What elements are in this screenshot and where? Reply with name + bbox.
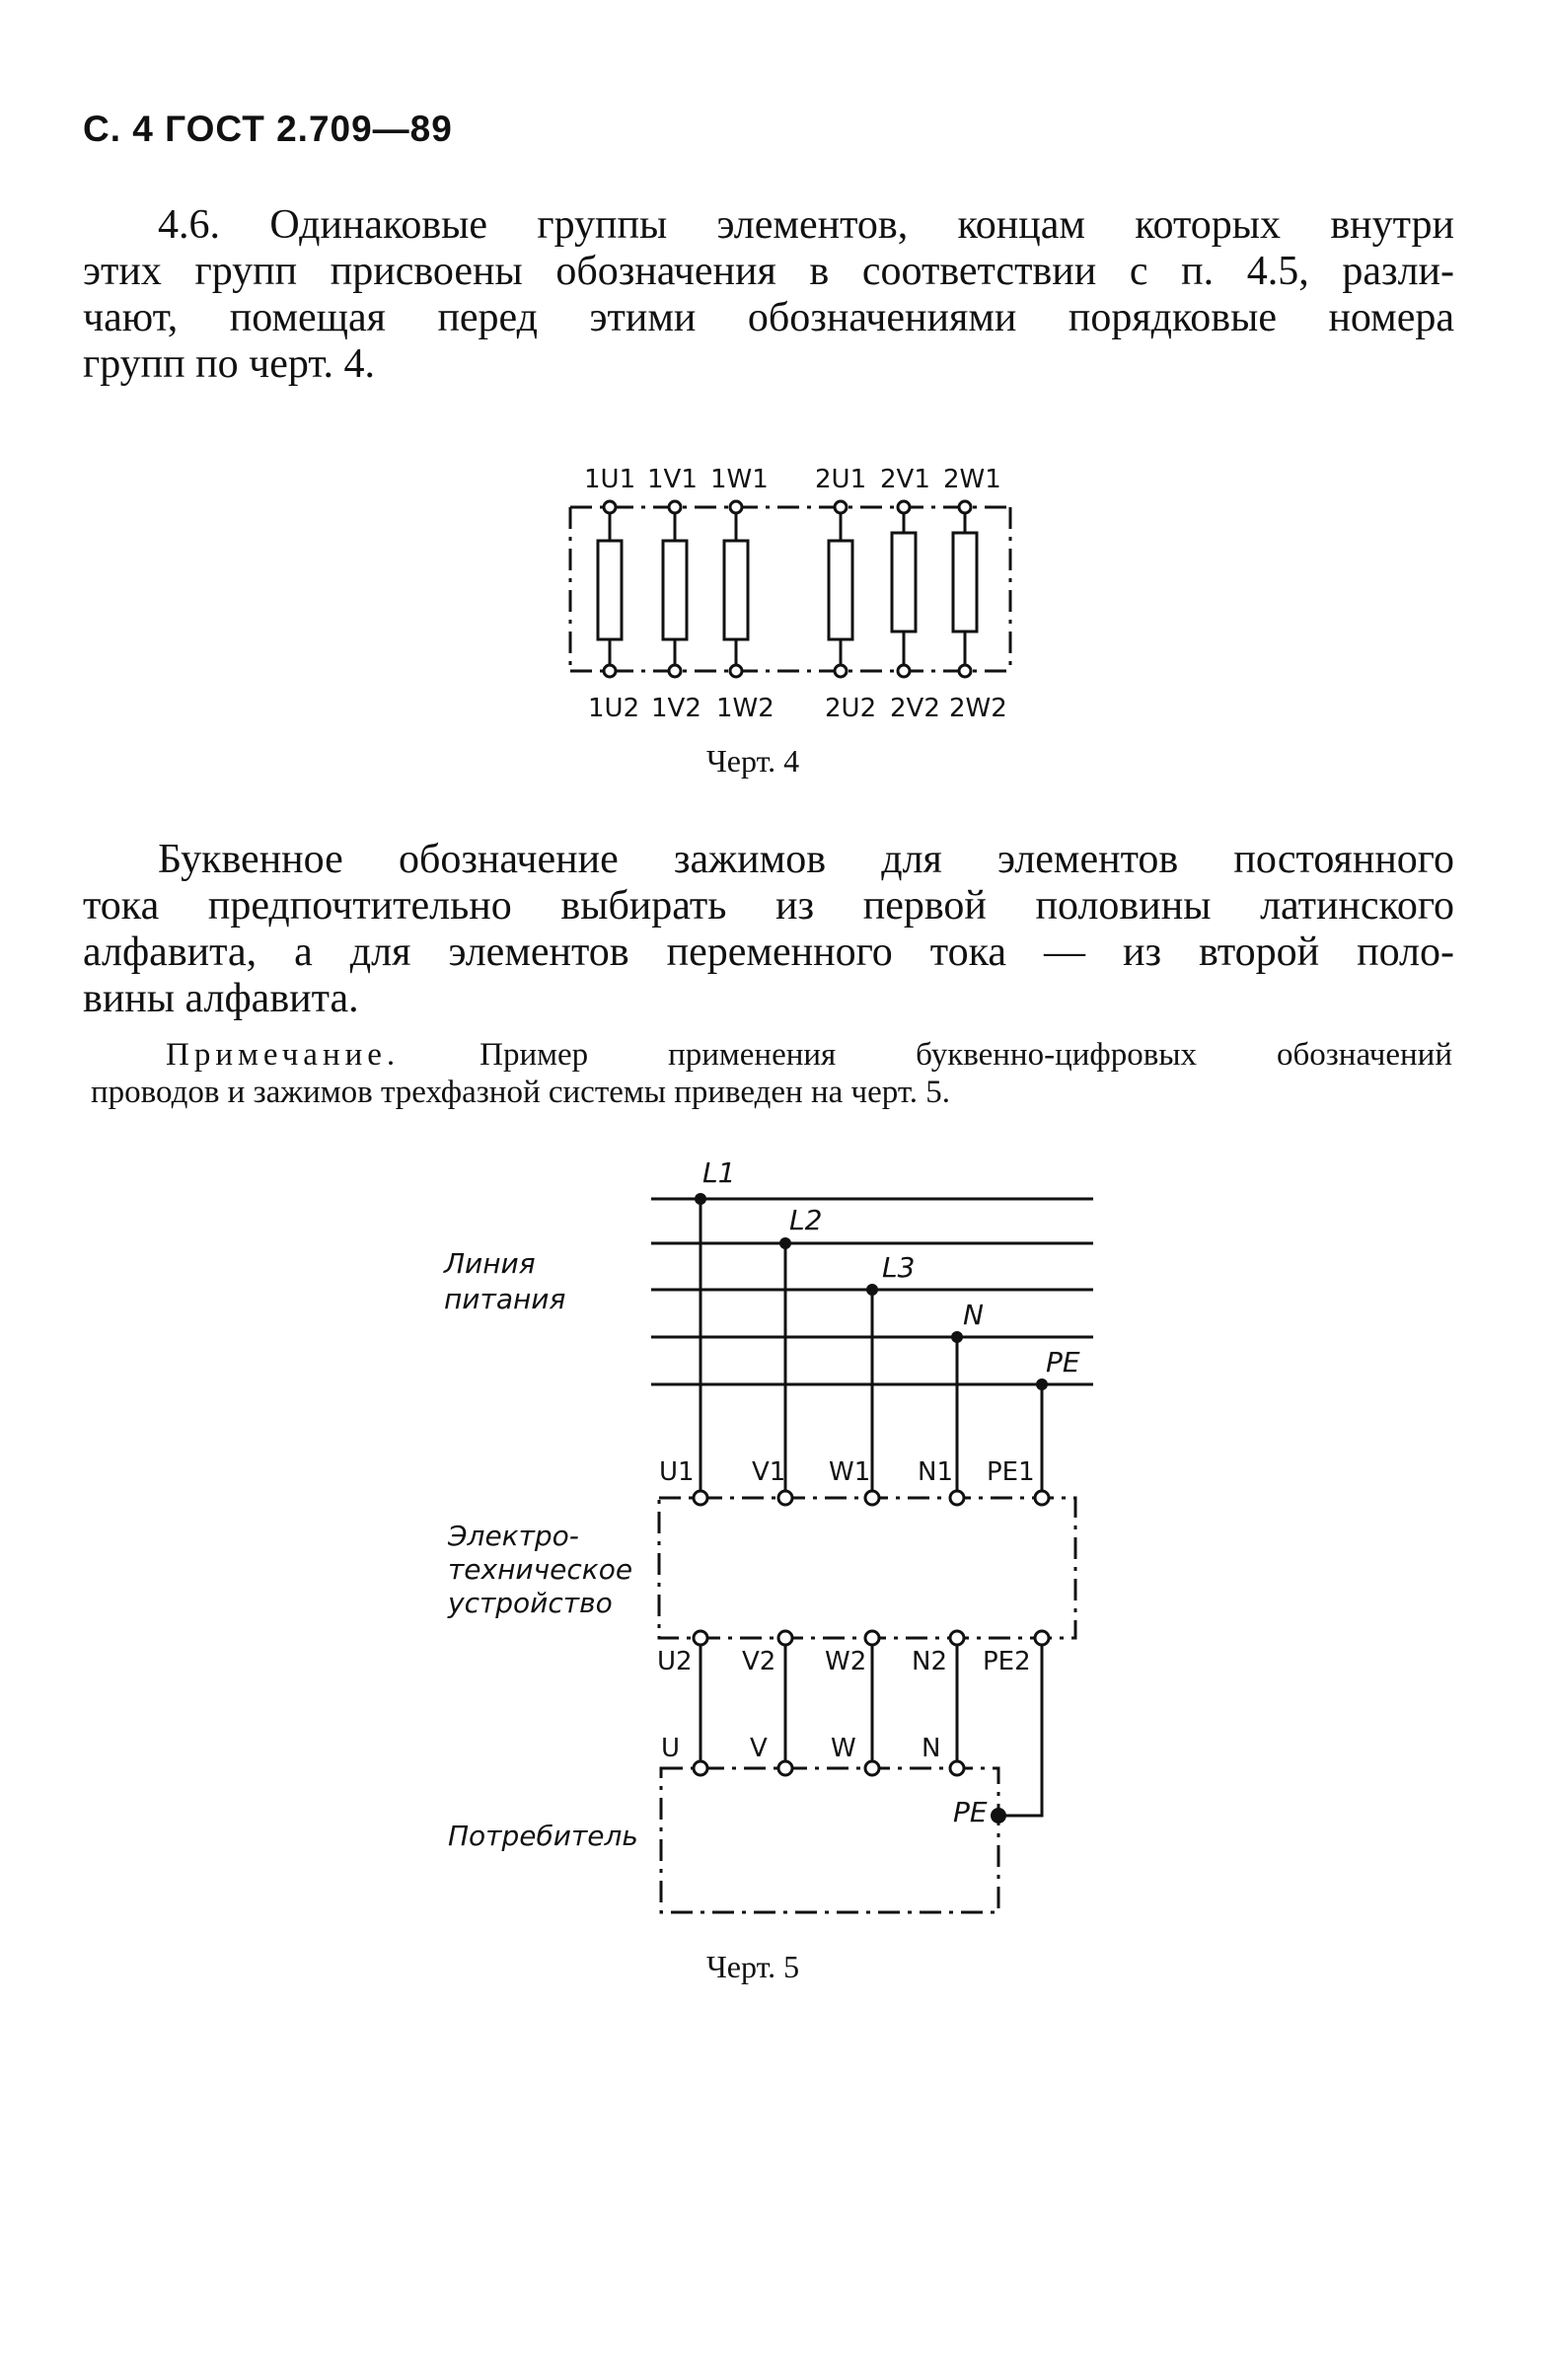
fig4-top-label: 1V1 bbox=[647, 465, 698, 494]
device-terminal-label: V2 bbox=[742, 1647, 776, 1676]
device-terminal-label: PE1 bbox=[987, 1457, 1035, 1487]
consumer-box bbox=[661, 1768, 998, 1912]
text-line: чают, помещая перед этими обозначениями порядковые номера bbox=[83, 295, 1454, 340]
text-line: алфавита, а для элементов переменного тока — из второй поло- bbox=[83, 930, 1454, 975]
fig4-bottom-label: 1W2 bbox=[716, 694, 774, 723]
consumer-terminal-label: W bbox=[831, 1734, 856, 1763]
consumer-terminal-label: V bbox=[750, 1734, 768, 1763]
device-box bbox=[659, 1498, 1075, 1638]
consumer-label: Потребитель bbox=[448, 1820, 638, 1852]
device-terminal-label: U1 bbox=[659, 1457, 695, 1487]
device-terminal-label: N1 bbox=[918, 1457, 953, 1487]
fig4-top-label: 1W1 bbox=[710, 465, 769, 494]
fig4-element-5 bbox=[892, 501, 916, 677]
fig4-caption: Черт. 4 bbox=[706, 743, 800, 779]
figure-4 bbox=[570, 501, 1010, 677]
text-line: этих групп присвоены обозначения в соответствии с п. 4.5, разли- bbox=[83, 249, 1454, 294]
device-terminal-label: N2 bbox=[912, 1647, 947, 1676]
text-line: тока предпочтительно выбирать из первой половины латинского bbox=[83, 883, 1454, 929]
fig4-top-label: 2V1 bbox=[880, 465, 930, 494]
fig4-element-1 bbox=[598, 501, 622, 677]
line-label: L3 bbox=[882, 1251, 916, 1284]
text-line: групп по черт. 4. bbox=[83, 341, 376, 387]
fig4-element-2 bbox=[663, 501, 687, 677]
fig4-bottom-label: 2W2 bbox=[949, 694, 1007, 723]
fig4-top-label: 2W1 bbox=[943, 465, 1001, 494]
text-line: вины алфавита. bbox=[83, 976, 359, 1021]
fig4-top-label: 1U1 bbox=[584, 465, 636, 494]
supply-label: питания bbox=[444, 1283, 566, 1315]
line-label: L1 bbox=[702, 1156, 736, 1189]
text-line: Буквенное обозначение зажимов для элементов постоянного bbox=[158, 837, 1454, 882]
device-terminal-label: W2 bbox=[825, 1647, 867, 1676]
fig4-element-4 bbox=[829, 501, 852, 677]
note-heading: Примечание. bbox=[166, 1037, 401, 1073]
fig4-labels bbox=[584, 465, 1007, 779]
fig4-element-6 bbox=[953, 501, 977, 677]
fig4-bottom-label: 1V2 bbox=[651, 694, 701, 723]
page-header: С. 4 ГОСТ 2.709—89 bbox=[83, 109, 453, 149]
device-label: устройство bbox=[448, 1587, 613, 1619]
line-label: N bbox=[963, 1299, 984, 1331]
fig4-top-label: 2U1 bbox=[815, 465, 867, 494]
note-line: проводов и зажимов трехфазной системы приведен на черт. 5. bbox=[91, 1075, 951, 1110]
text-line: 4.6. Одинаковые группы элементов, концам которых внутри bbox=[158, 202, 1454, 248]
fig4-bottom-label: 2U2 bbox=[825, 694, 877, 723]
consumer-terminal-label: U bbox=[661, 1734, 681, 1763]
device-label: Электро- bbox=[448, 1520, 579, 1552]
device-label: техническое bbox=[448, 1553, 633, 1586]
device-terminal-label: W1 bbox=[829, 1457, 871, 1487]
line-label: L2 bbox=[789, 1204, 823, 1236]
line-label: PE bbox=[1046, 1346, 1080, 1378]
device-terminal-label: PE2 bbox=[983, 1647, 1031, 1676]
figure-5 bbox=[651, 1193, 1093, 1912]
fig4-element-3 bbox=[724, 501, 748, 677]
supply-label: Линия bbox=[444, 1247, 536, 1280]
fig5-caption: Черт. 5 bbox=[706, 1949, 800, 1984]
consumer-pe-label: PE bbox=[953, 1796, 988, 1828]
device-terminal-label: U2 bbox=[657, 1647, 693, 1676]
fig4-bottom-label: 2V2 bbox=[890, 694, 940, 723]
device-terminal-label: V1 bbox=[752, 1457, 786, 1487]
note-text: Пример применения буквенно-цифровых обозначений bbox=[479, 1037, 1452, 1073]
consumer-terminal-label: N bbox=[922, 1734, 941, 1763]
fig5-labels bbox=[443, 1156, 1080, 1984]
fig4-bottom-label: 1U2 bbox=[588, 694, 640, 723]
